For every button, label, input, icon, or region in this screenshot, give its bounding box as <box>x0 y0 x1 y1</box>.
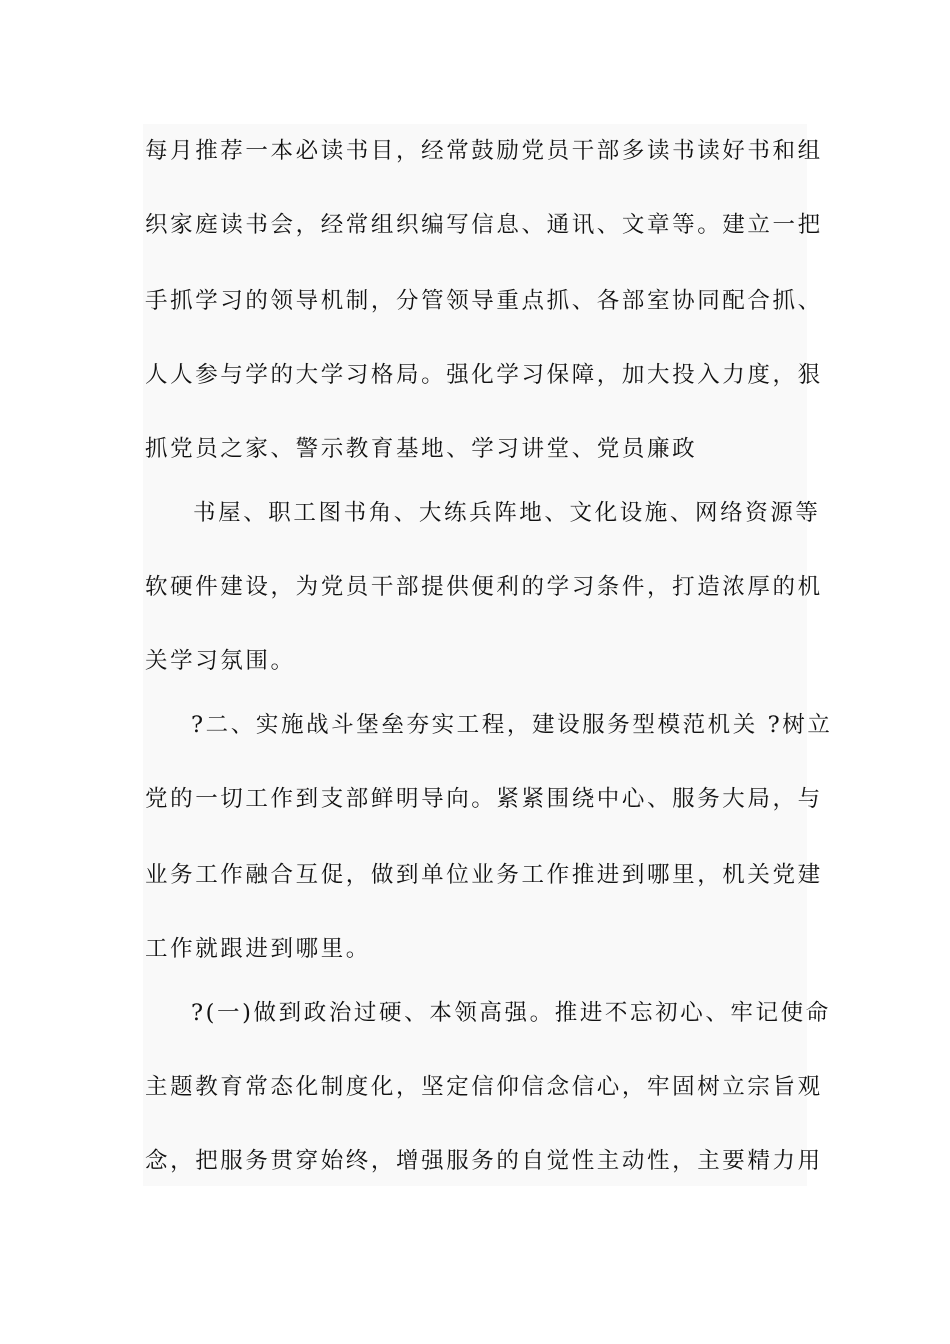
paragraph-line: 关学习氛围。 <box>145 648 296 674</box>
subsection-heading: ?(一)做到政治过硬、本领高强。推进不忘初心、牢记使命 <box>191 1000 831 1026</box>
section-heading: ?二、实施战斗堡垒夯实工程，建设服务型模范机关 ?树立 <box>191 712 833 738</box>
paragraph-line: 业务工作融合互促，做到单位业务工作推进到哪里，机关党建 <box>145 862 823 888</box>
paragraph-line: 念，把服务贯穿始终，增强服务的自觉性主动性，主要精力用 <box>145 1148 823 1174</box>
paragraph-line: 抓党员之家、警示教育基地、学习讲堂、党员廉政 <box>145 436 698 462</box>
paragraph-line: 手抓学习的领导机制，分管领导重点抓、各部室协同配合抓、 <box>145 288 823 314</box>
paragraph-line: 软硬件建设，为党员干部提供便利的学习条件，打造浓厚的机 <box>145 574 823 600</box>
paragraph-line: 党的一切工作到支部鲜明导向。紧紧围绕中心、服务大局，与 <box>145 786 823 812</box>
paragraph-line: 织家庭读书会，经常组织编写信息、通讯、文章等。建立一把 <box>145 212 823 238</box>
paragraph-line: 主题教育常态化制度化，坚定信仰信念信心，牢固树立宗旨观 <box>145 1074 823 1100</box>
paragraph-line: 工作就跟进到哪里。 <box>145 936 371 962</box>
paragraph-line: 书屋、职工图书角、大练兵阵地、文化设施、网络资源等 <box>193 500 821 526</box>
paragraph-line: 每月推荐一本必读书目，经常鼓励党员干部多读书读好书和组 <box>145 138 823 164</box>
paragraph-line: 人人参与学的大学习格局。强化学习保障，加大投入力度，狠 <box>145 362 823 388</box>
